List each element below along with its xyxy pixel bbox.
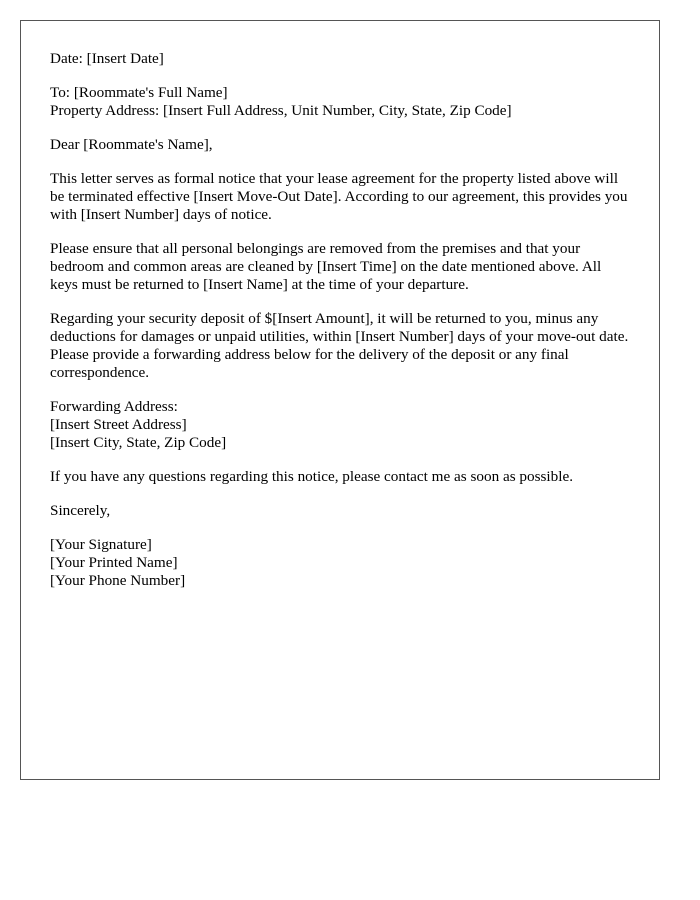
forwarding-street: [Insert Street Address] xyxy=(50,416,187,433)
recipient-name: To: [Roommate's Full Name] xyxy=(50,84,228,101)
paragraph-deposit: Regarding your security deposit of $[Insert Amount], it will be returned to you, minus any deductions for damages or unpaid utilities, within [Insert Number] days of your move-out date. Please provide a forwarding address below for the delivery of the deposit or any final correspondence. xyxy=(50,310,629,381)
letter-page xyxy=(20,20,660,780)
signature-block xyxy=(50,536,630,590)
paragraph-questions: If you have any questions regarding this notice, please contact me as soon as possible. xyxy=(50,468,573,485)
printed-name: [Your Printed Name] xyxy=(50,554,178,571)
phone-number: [Your Phone Number] xyxy=(50,572,186,589)
signature-placeholder: [Your Signature] xyxy=(50,536,152,553)
closing: Sincerely, xyxy=(50,502,111,519)
paragraph-notice: This letter serves as formal notice that your lease agreement for the property listed above will be terminated effective [Insert Move-Out Date]. According to our agreement, this provides you with [Insert Number] days of notice. xyxy=(50,170,628,223)
forwarding-address-block xyxy=(50,398,630,452)
forwarding-label: Forwarding Address: xyxy=(50,398,178,415)
forwarding-city: [Insert City, State, Zip Code] xyxy=(50,434,227,451)
salutation: Dear [Roommate's Name], xyxy=(50,136,213,153)
paragraph-belongings: Please ensure that all personal belongings are removed from the premises and that your bedroom and common areas are cleaned by [Insert Time] on the date mentioned above. All keys must be returned to [Insert Name] at the time of your departure. xyxy=(50,240,602,293)
date-line: Date: [Insert Date] xyxy=(50,50,164,67)
property-address: Property Address: [Insert Full Address, Unit Number, City, State, Zip Code] xyxy=(50,102,512,119)
recipient-block xyxy=(50,84,630,120)
